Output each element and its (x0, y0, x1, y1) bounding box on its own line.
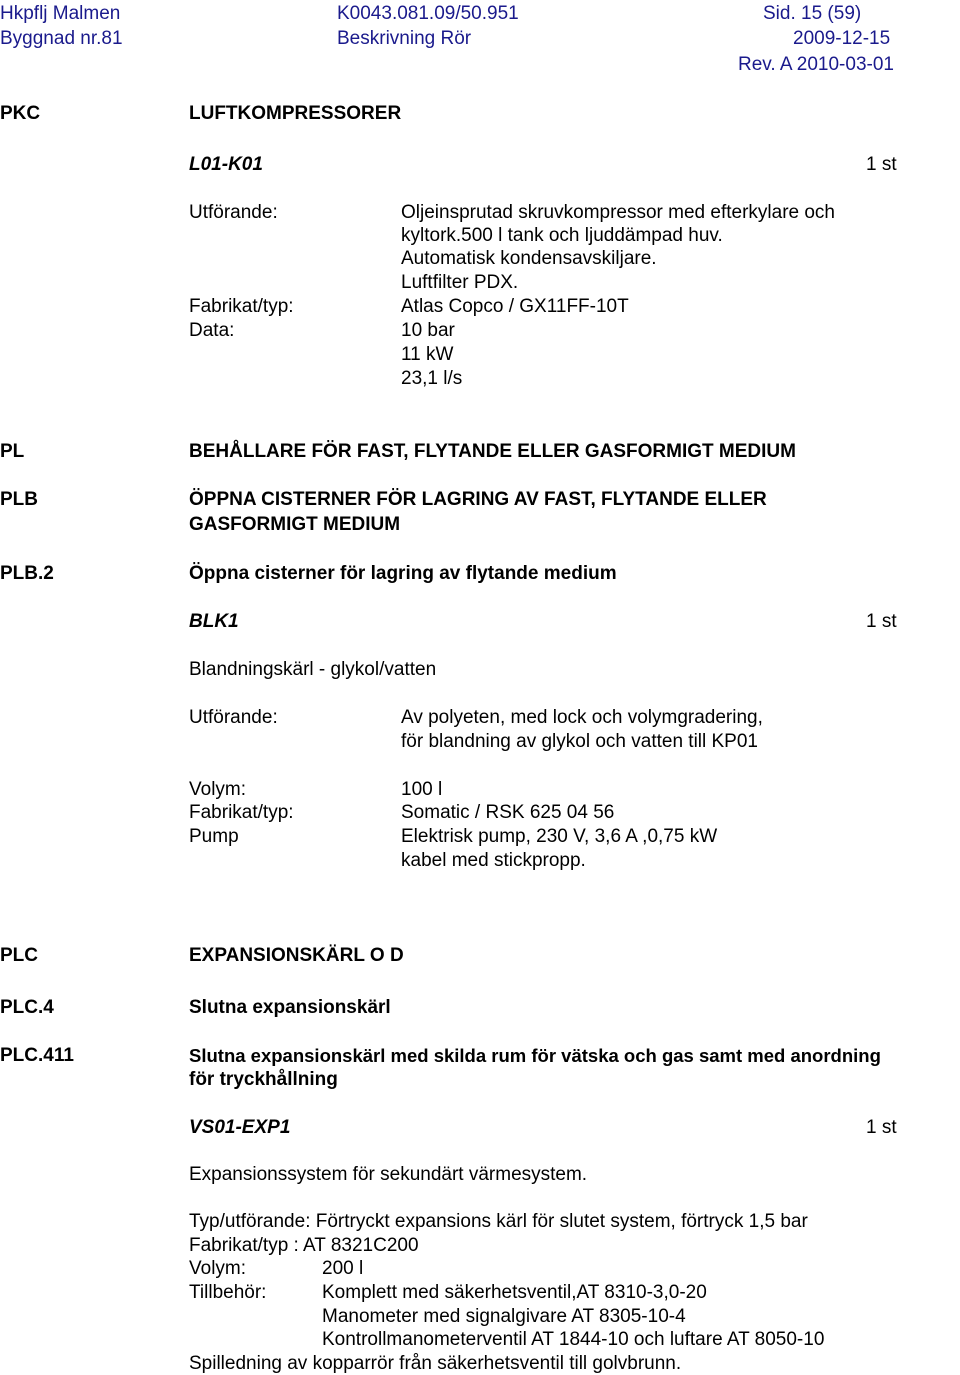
fabrikat-label: Fabrikat/typ: (189, 802, 294, 823)
section-code-plc: PLC (0, 945, 38, 966)
section-title-plc411: Slutna expansionskärl med skilda rum för vätska och gas samt med anordning (189, 1045, 881, 1066)
pump-label: Pump (189, 826, 239, 847)
section-title-pl: BEHÅLLARE FÖR FAST, FLYTANDE ELLER GASFORMIGT MEDIUM (189, 441, 796, 462)
section-code-pkc: PKC (0, 103, 41, 124)
data-value: 23,1 l/s (401, 368, 463, 389)
item-description: Blandningskärl - glykol/vatten (189, 659, 437, 680)
volym-label: Volym: (189, 1258, 247, 1279)
header-revision: Rev. A 2010-03-01 (738, 54, 894, 75)
section-code-plc4: PLC.4 (0, 997, 54, 1018)
section-title-plb: ÖPPNA CISTERNER FÖR LAGRING AV FAST, FLYTANDE ELLER (189, 489, 767, 510)
tillbehor-label: Tillbehör: (189, 1282, 267, 1303)
utforande-line: Oljeinsprutad skruvkompressor med efterkylare och (401, 202, 836, 223)
section-code-plc411: PLC.411 (0, 1045, 74, 1066)
data-label: Data: (189, 320, 235, 341)
tillbehor-line: Komplett med säkerhetsventil,AT 8310-3,0-20 (322, 1282, 707, 1303)
section-title-plb: GASFORMIGT MEDIUM (189, 514, 401, 535)
item-id: VS01-EXP1 (189, 1117, 291, 1138)
header-date: 2009-12-15 (793, 28, 891, 49)
data-value: 11 kW (401, 344, 454, 365)
utforande-label: Utförande: (189, 707, 278, 728)
header-building: Byggnad nr.81 (0, 28, 123, 49)
utforande-line: Automatisk kondensavskiljare. (401, 248, 657, 269)
item-quantity: 1 st (866, 154, 897, 175)
utforande-label: Utförande: (189, 202, 278, 223)
pump-value: Elektrisk pump, 230 V, 3,6 A ,0,75 kW (401, 826, 718, 847)
section-title-plc411: för tryckhållning (189, 1069, 338, 1090)
fabrikat-label: Fabrikat/typ: (189, 296, 294, 317)
section-title-pkc: LUFTKOMPRESSORER (189, 103, 402, 124)
header-sheet: Sid. 15 (59) (763, 3, 862, 24)
item-description: Expansionssystem för sekundärt värmesystem. (189, 1164, 588, 1185)
header-description: Beskrivning Rör (337, 28, 472, 49)
header-doc-number: K0043.081.09/50.951 (337, 3, 519, 24)
item-quantity: 1 st (866, 611, 897, 632)
header-project: Hkpflj Malmen (0, 3, 121, 24)
utforande-line: för blandning av glykol och vatten till KP01 (401, 731, 758, 752)
typ-line: Typ/utförande: Förtryckt expansions kärl för slutet system, förtryck 1,5 bar (189, 1211, 808, 1232)
item-id: BLK1 (189, 611, 239, 632)
volym-value: 100 l (401, 779, 443, 800)
utforande-line: Luftfilter PDX. (401, 272, 519, 293)
pump-value: kabel med stickpropp. (401, 850, 586, 871)
tillbehor-line: Kontrollmanometerventil AT 1844-10 och luftare AT 8050-10 (322, 1329, 825, 1350)
fabrikat-value: Somatic / RSK 625 04 56 (401, 802, 615, 823)
utforande-line: kyltork.500 l tank och ljuddämpad huv. (401, 225, 723, 246)
spilledning-line: Spilledning av kopparrör från säkerhetsventil till golvbrunn. (189, 1353, 682, 1374)
section-code-plb: PLB (0, 489, 38, 510)
volym-value: 200 l (322, 1258, 364, 1279)
tillbehor-line: Manometer med signalgivare AT 8305-10-4 (322, 1306, 686, 1327)
section-code-plb2: PLB.2 (0, 563, 54, 584)
data-value: 10 bar (401, 320, 455, 341)
fabrikat-line: Fabrikat/typ : AT 8321C200 (189, 1235, 419, 1256)
volym-label: Volym: (189, 779, 247, 800)
fabrikat-value: Atlas Copco / GX11FF-10T (401, 296, 629, 317)
section-title-plc4: Slutna expansionskärl (189, 997, 391, 1018)
utforande-line: Av polyeten, med lock och volymgradering, (401, 707, 763, 728)
section-title-plb2: Öppna cisterner för lagring av flytande medium (189, 563, 617, 584)
item-quantity: 1 st (866, 1117, 897, 1138)
section-title-plc: EXPANSIONSKÄRL O D (189, 945, 404, 966)
item-id: L01-K01 (189, 154, 263, 175)
section-code-pl: PL (0, 441, 25, 462)
